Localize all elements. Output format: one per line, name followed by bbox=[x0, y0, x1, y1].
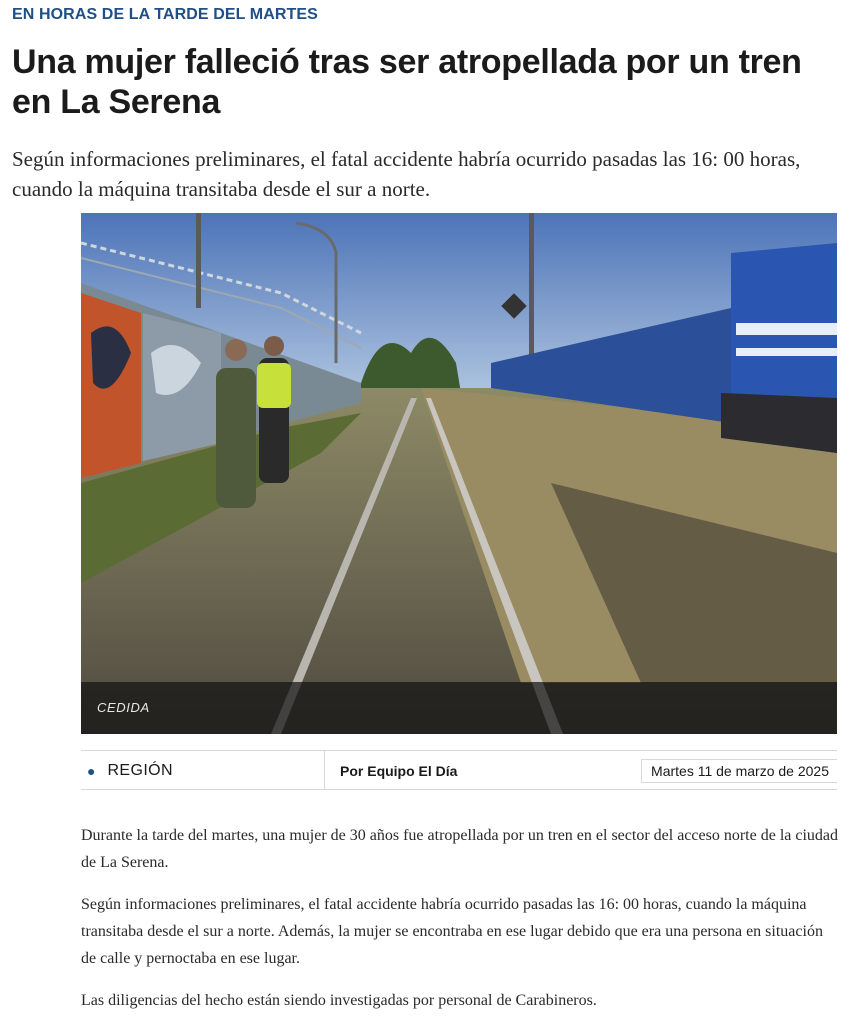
article-body bbox=[81, 822, 841, 1027]
railway-scene-image bbox=[81, 213, 837, 734]
section-label: REGIÓN bbox=[107, 761, 173, 779]
article-paragraph: Durante la tarde del martes, una mujer de 30 años fue atropellada por un tren en el sector del acceso norte de la ciudad de La Serena. bbox=[81, 827, 839, 871]
article-lead: Según informaciones preliminares, el fatal accidente habría ocurrido pasadas las 16: 00 horas, cuando la máquina transitaba desde el sur a norte. bbox=[12, 147, 801, 201]
article-photo bbox=[81, 213, 837, 734]
section-link[interactable] bbox=[81, 751, 324, 790]
publish-date: Martes 11 de marzo de 2025 bbox=[641, 759, 837, 783]
bullet-icon: ● bbox=[87, 762, 96, 779]
article-headline: Una mujer falleció tras ser atropellada por un tren en La Serena bbox=[12, 43, 802, 121]
photo-caption-bar bbox=[81, 682, 837, 734]
author-byline: Por Equipo El Día bbox=[324, 751, 474, 790]
photo-credit: CEDIDA bbox=[97, 700, 150, 715]
article-paragraph: Según informaciones preliminares, el fatal accidente habría ocurrido pasadas las 16: 00 horas, cuando la máquina transitaba desde el sur a norte. Además, la mujer se encontraba en ese lugar debido que era una persona en situación de calle y pernoctaba en ese lugar. bbox=[81, 896, 823, 967]
article-meta-bar bbox=[81, 750, 837, 790]
article-paragraph: Las diligencias del hecho están siendo investigadas por personal de Carabineros. bbox=[81, 992, 597, 1009]
article-kicker: EN HORAS DE LA TARDE DEL MARTES bbox=[12, 6, 318, 23]
